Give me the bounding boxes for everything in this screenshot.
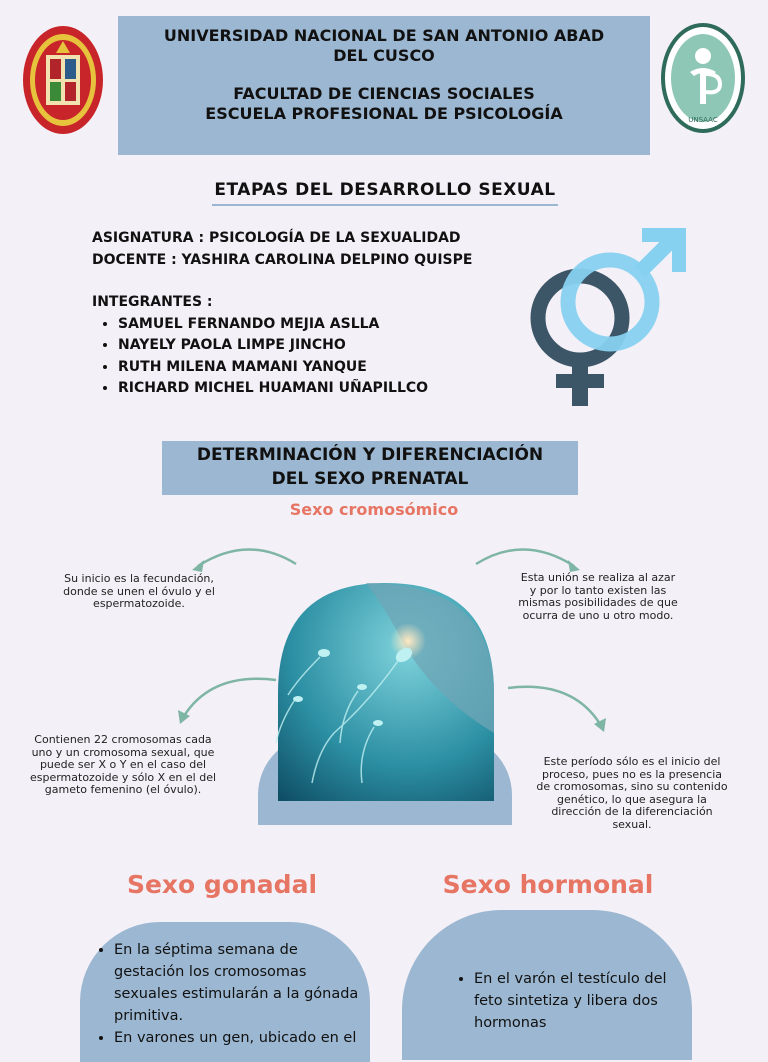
hormonal-text xyxy=(454,968,680,1034)
hormonal-sex-heading: Sexo hormonal xyxy=(442,870,654,899)
teacher-line: DOCENTE : YASHIRA CAROLINA DELPINO QUISPE xyxy=(92,251,473,268)
note-chromosomes: Contienen 22 cromosomas cada uno y un cromosoma sexual, que puede ser X o Y en el caso del espermatozoide y sólo X en el del gameto femenino (el óvulo). xyxy=(29,733,217,796)
course-info xyxy=(92,228,472,400)
subject-line: ASIGNATURA : PSICOLOGÍA DE LA SEXUALIDAD xyxy=(92,230,461,246)
arrow-icon xyxy=(504,680,610,736)
section-title xyxy=(162,443,578,491)
note-process-start: Este período sólo es el inicio del proceso, pues no es la presencia de cromosomas, sino su contenido genético, lo que asegura la dirección de la diferenciación sexual. xyxy=(536,755,728,831)
member-item: • RICHARD MICHEL HUAMANI UÑAPILLCO xyxy=(118,378,472,400)
member-item: • RUTH MILENA MAMANI YANQUE xyxy=(118,357,472,379)
hormonal-bullet: • En el varón el testículo del feto sintetiza y libera dos hormonas xyxy=(474,968,680,1034)
note-fertilization: Su inicio es la fecundación, donde se unen el óvulo y el espermatozoide. xyxy=(63,572,215,610)
gonadal-sex-heading: Sexo gonadal xyxy=(126,870,318,899)
university-name-line1: UNIVERSIDAD NACIONAL DE SAN ANTONIO ABAD xyxy=(163,26,605,45)
section-title-line2: DEL SEXO PRENATAL xyxy=(271,469,469,489)
gonadal-bullet: • En varones un gen, ubicado en el xyxy=(114,1027,360,1049)
unsaac-logo-text: UNSAAC xyxy=(688,116,718,124)
poster-title: ETAPAS DEL DESARROLLO SEXUAL xyxy=(212,180,558,206)
chromosomal-sex-heading: Sexo cromosómico xyxy=(289,500,459,519)
gonadal-text xyxy=(94,939,360,1049)
members-label: INTEGRANTES : xyxy=(92,294,213,310)
university-seal-logo xyxy=(22,25,104,135)
faculty-name: FACULTAD DE CIENCIAS SOCIALES xyxy=(233,84,535,103)
member-item: • SAMUEL FERNANDO MEJIA ASLLA xyxy=(118,314,472,336)
gender-symbols-icon xyxy=(528,222,690,410)
university-name-line2: DEL CUSCO xyxy=(333,46,435,65)
school-name: ESCUELA PROFESIONAL DE PSICOLOGÍA xyxy=(205,104,563,123)
header-text xyxy=(118,26,650,124)
section-title-line1: DETERMINACIÓN Y DIFERENCIACIÓN xyxy=(196,445,544,465)
gonadal-bullet: • En la séptima semana de gestación los cromosomas sexuales estimularán a la gónada primitiva. xyxy=(114,939,360,1027)
members-list xyxy=(92,314,472,400)
psychology-school-logo xyxy=(660,22,746,134)
member-item: • NAYELY PAOLA LIMPE JINCHO xyxy=(118,335,472,357)
note-random-union: Esta unión se realiza al azar y por lo tanto existen las mismas posibilidades de que ocurra de uno u otro modo. xyxy=(518,571,678,622)
fertilization-image xyxy=(258,583,514,801)
